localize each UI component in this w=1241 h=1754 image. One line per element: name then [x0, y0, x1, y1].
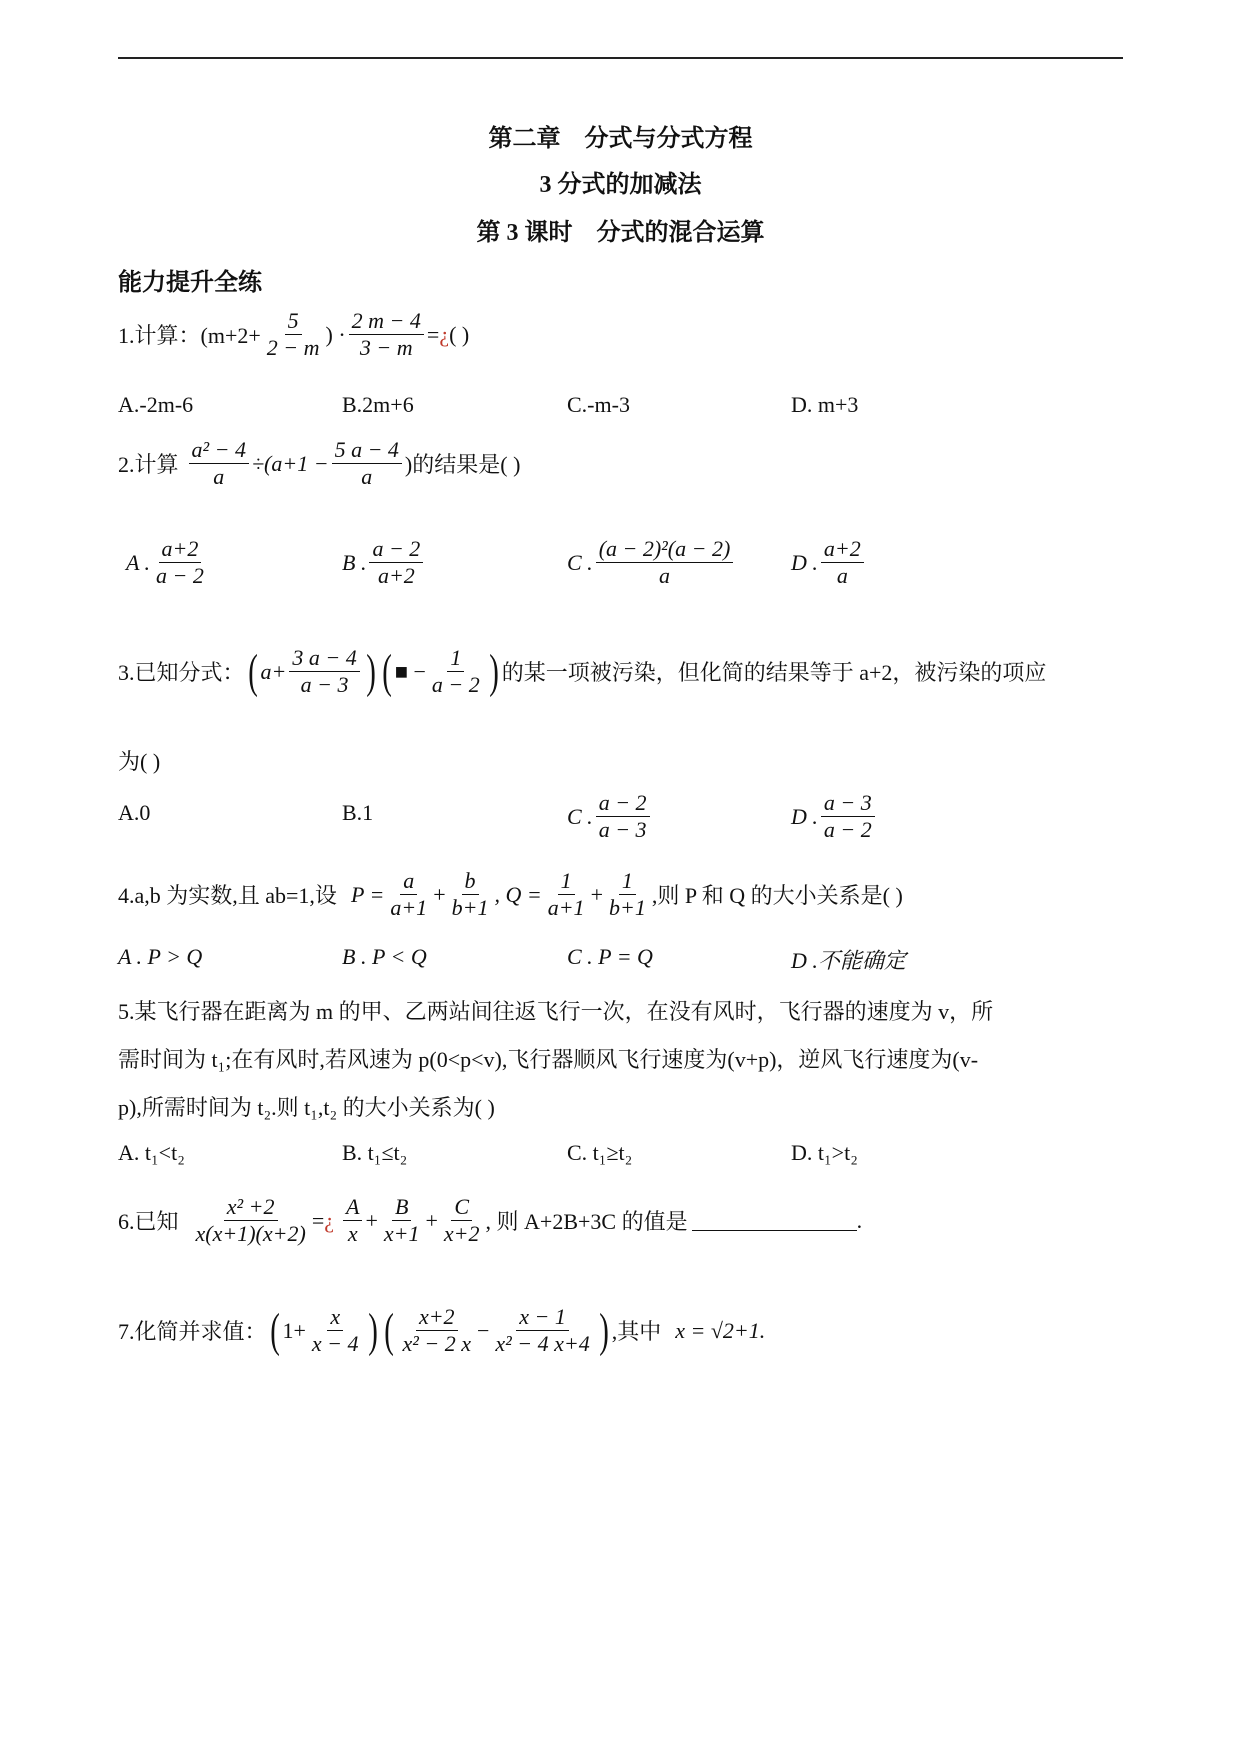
- q5-line-2: 需时间为 t₁;在有风时,若风速为 p(0<p<v),飞行器顺风飞行速度为(v+p)，逆风飞行速度为(v-: [118, 1047, 979, 1072]
- q5-line-1: 5.某飞行器在距离为 m 的甲、乙两站间往返飞行一次，在没有风时，飞行器的速度为 v，所: [118, 999, 994, 1024]
- q7-f1-numerator: x: [327, 1304, 343, 1331]
- q4-q1-denominator: a+1: [547, 895, 585, 921]
- q1-f2-denominator: 3 − m: [359, 335, 413, 361]
- question-6: [118, 1194, 862, 1248]
- q6-suffix: , 则 A+2B+3C 的值是: [485, 1209, 688, 1235]
- q6-c-denominator: x+2: [443, 1221, 480, 1247]
- q1-option-d: D. m+3: [791, 392, 859, 417]
- q1-mid: ) ·: [325, 321, 346, 347]
- q3-f1-numerator: 3 a − 4: [289, 645, 359, 672]
- q2-fraction-1: [189, 437, 249, 491]
- q1-option-c: C.-m-3: [567, 392, 630, 417]
- q4-p2-denominator: b+1: [451, 895, 489, 921]
- q3-suffix: 的某一项被污染，但化简的结果等于 a+2，被污染的项应: [501, 660, 1047, 686]
- q7-one-plus: 1+: [282, 1317, 306, 1343]
- q4-q2-denominator: b+1: [608, 895, 646, 921]
- question-7: 7.化简并求值： ( 1+ $\frac{x}{x - 4}$ ) ( $\frac{x+2}{\text{x² − 2 x}}$ − $\frac{x - 1}{\text{x² − 4 x+4}}$ ) ,其中 x = √2+1.: [118, 1303, 766, 1357]
- q2-option-b-numerator: a − 2: [369, 536, 423, 563]
- q7-f1-denominator: x − 4: [311, 1331, 359, 1357]
- q3-option-c-label: C .: [567, 803, 593, 829]
- lesson-title: 第 3 课时 分式的混合运算: [476, 220, 765, 246]
- q6-fraction-b: [381, 1194, 423, 1248]
- q2-option-b-denominator: a+2: [377, 563, 415, 589]
- q3-option-d-fraction: [821, 790, 875, 844]
- q4-option-d: D .不能确定: [791, 948, 906, 973]
- q3-a-term: a+: [260, 658, 287, 684]
- q2-option-a: [126, 536, 210, 590]
- q2-option-c-denominator: a: [658, 563, 670, 589]
- q1-prefix: 1.计算：(m+2+: [118, 323, 261, 349]
- q7-f2-numerator: x+2: [416, 1304, 458, 1331]
- section-title: 3 分式的加减法: [539, 172, 702, 198]
- q6-prefix: 6.已知: [118, 1209, 179, 1235]
- q3-polluted-block: ■ −: [394, 658, 426, 684]
- q2-option-d: [791, 536, 867, 590]
- q6-artifact: ¿: [324, 1207, 334, 1233]
- q4-p-fraction-1: [387, 868, 430, 922]
- q3-option-d-numerator: a − 3: [821, 790, 875, 817]
- q5-option-d: D. t₁>t₂: [791, 1140, 858, 1165]
- q3-option-a: A.0: [118, 800, 151, 825]
- q4-p2-numerator: b: [462, 868, 479, 895]
- q7-prefix: 7.化简并求值：: [118, 1319, 267, 1345]
- q2-option-b-fraction: [369, 536, 423, 590]
- q3-option-d-label: D .: [791, 803, 818, 829]
- q3-option-d-denominator: a − 2: [823, 817, 872, 843]
- q1-f2-numerator: 2 m − 4: [349, 308, 424, 335]
- question-4: [118, 868, 903, 922]
- q6-fraction-a: [343, 1194, 362, 1248]
- q2-prefix: 2.计算: [118, 452, 179, 478]
- q1-equals: =: [426, 321, 440, 347]
- q3-line-2: 为( ): [118, 749, 161, 774]
- q6-main-denominator: x(x+1)(x+2): [195, 1221, 306, 1247]
- q2-suffix: )的结果是( ): [404, 452, 521, 478]
- q6-main-numerator: x² +2: [224, 1194, 278, 1221]
- q2-option-c-fraction: [596, 536, 734, 590]
- q7-minus: −: [477, 1317, 490, 1343]
- q6-c-numerator: C: [451, 1194, 472, 1221]
- q1-f1-numerator: 5: [285, 308, 302, 335]
- q2-mid: ÷(a+1 −: [251, 450, 329, 476]
- q2-option-d-denominator: a: [836, 563, 848, 589]
- q4-p-label: P =: [350, 881, 385, 907]
- q2-f1-numerator: a² − 4: [189, 437, 249, 464]
- q2-option-d-fraction: [821, 536, 864, 590]
- q3-f2-denominator: a − 2: [431, 672, 480, 698]
- q4-option-c: C . P = Q: [567, 944, 653, 969]
- q4-suffix: ,则 P 和 Q 的大小关系是( ): [651, 883, 903, 909]
- q4-option-b: B . P < Q: [342, 944, 427, 969]
- q4-q1-numerator: 1: [558, 868, 575, 895]
- q1-fraction-1: [264, 308, 323, 362]
- q3-option-c: [567, 790, 653, 844]
- q6-plus-1: +: [365, 1207, 378, 1233]
- q1-artifact: ¿: [439, 321, 450, 347]
- q1-option-a: A.-2m-6: [118, 392, 194, 417]
- q6-fraction-main: [193, 1194, 309, 1248]
- q5-option-b: B. t₁≤t₂: [342, 1140, 408, 1165]
- q7-value: x = √2+1.: [675, 1317, 766, 1343]
- q1-fraction-2: [349, 308, 424, 362]
- q4-q2-numerator: 1: [619, 868, 636, 895]
- q3-prefix: 3.已知分式：: [118, 660, 245, 686]
- q2-option-a-denominator: a − 2: [156, 563, 204, 589]
- q4-prefix: 4.a,b 为实数,且 ab=1,设: [118, 883, 337, 909]
- q5-option-a: A. t₁<t₂: [118, 1140, 185, 1165]
- q2-option-d-numerator: a+2: [821, 536, 864, 563]
- q7-fraction-2: [400, 1304, 474, 1358]
- q3-option-c-denominator: a − 3: [598, 817, 647, 843]
- q4-p1-numerator: a: [400, 868, 417, 895]
- q3-f1-denominator: a − 3: [300, 672, 349, 698]
- q6-end: .: [856, 1207, 863, 1233]
- question-3: 3.已知分式： ( a+ $\frac{3 a - 4}{a - 3}$ ) ( ■ − $\frac{1}{a - 2}$ ) 的某一项被污染，但化简的结果等于 a+2，被污染的项应: [118, 644, 1047, 698]
- q6-a-denominator: x: [347, 1221, 358, 1247]
- q2-option-a-numerator: a+2: [159, 536, 202, 563]
- q2-option-b-label: B .: [342, 549, 367, 575]
- q2-option-b: [342, 536, 426, 590]
- q6-plus-2: +: [425, 1207, 438, 1233]
- q4-option-a: A . P > Q: [118, 944, 203, 969]
- q7-f3-denominator: x² − 4 x+4: [495, 1331, 590, 1357]
- q3-option-b: B.1: [342, 800, 374, 825]
- q4-plus-1: +: [433, 881, 446, 907]
- q2-option-a-fraction: [153, 536, 207, 590]
- q7-f2-denominator: x² − 2 x: [402, 1331, 471, 1357]
- q6-b-denominator: x+1: [383, 1221, 420, 1247]
- chapter-title: 第二章 分式与分式方程: [488, 126, 753, 152]
- q2-f2-numerator: 5 a − 4: [332, 437, 402, 464]
- q4-q-label: , Q =: [494, 881, 542, 907]
- q3-option-d: [791, 790, 878, 844]
- q4-plus-2: +: [590, 881, 603, 907]
- practice-title: 能力提升全练: [118, 270, 262, 296]
- q2-option-c-label: C .: [567, 549, 593, 575]
- q4-q-fraction-1: [545, 868, 588, 922]
- q3-option-c-fraction: [596, 790, 650, 844]
- q1-option-b: B.2m+6: [342, 392, 414, 417]
- q4-p1-denominator: a+1: [390, 895, 428, 921]
- q7-f3-numerator: x − 1: [516, 1304, 569, 1331]
- q1-f1-denominator: 2 − m: [266, 335, 320, 361]
- q6-a-numerator: A: [343, 1194, 362, 1221]
- q2-f2-denominator: a: [361, 464, 373, 490]
- q3-option-c-numerator: a − 2: [596, 790, 650, 817]
- q6-fraction-c: [441, 1194, 483, 1248]
- q2-option-a-label: A .: [126, 549, 151, 575]
- q1-suffix: ( ): [449, 321, 470, 347]
- q2-option-d-label: D .: [791, 549, 818, 575]
- q5-line-3: p),所需时间为 t₂.则 t₁,t₂ 的大小关系为( ): [118, 1095, 495, 1120]
- q3-fraction-2: [429, 645, 483, 699]
- question-2: [118, 437, 520, 491]
- q7-mid: ,其中: [611, 1319, 662, 1345]
- q2-option-c: [567, 536, 736, 590]
- question-1: [118, 308, 469, 362]
- q6-b-numerator: B: [392, 1194, 411, 1221]
- q3-fraction-1: [289, 645, 359, 699]
- q7-fraction-1: [309, 1304, 362, 1358]
- q2-f1-denominator: a: [213, 464, 225, 490]
- q4-q-fraction-2: [606, 868, 649, 922]
- q2-fraction-2: [332, 437, 402, 491]
- q7-fraction-3: [492, 1304, 592, 1358]
- q3-f2-numerator: 1: [447, 645, 464, 672]
- q4-p-fraction-2: [449, 868, 492, 922]
- q6-equals: =: [311, 1207, 325, 1233]
- header-rule: [118, 57, 1123, 59]
- q5-option-c: C. t₁≥t₂: [567, 1140, 633, 1165]
- q2-option-c-numerator: (a − 2)²(a − 2): [596, 536, 734, 563]
- q6-answer-blank[interactable]: [692, 1210, 857, 1231]
